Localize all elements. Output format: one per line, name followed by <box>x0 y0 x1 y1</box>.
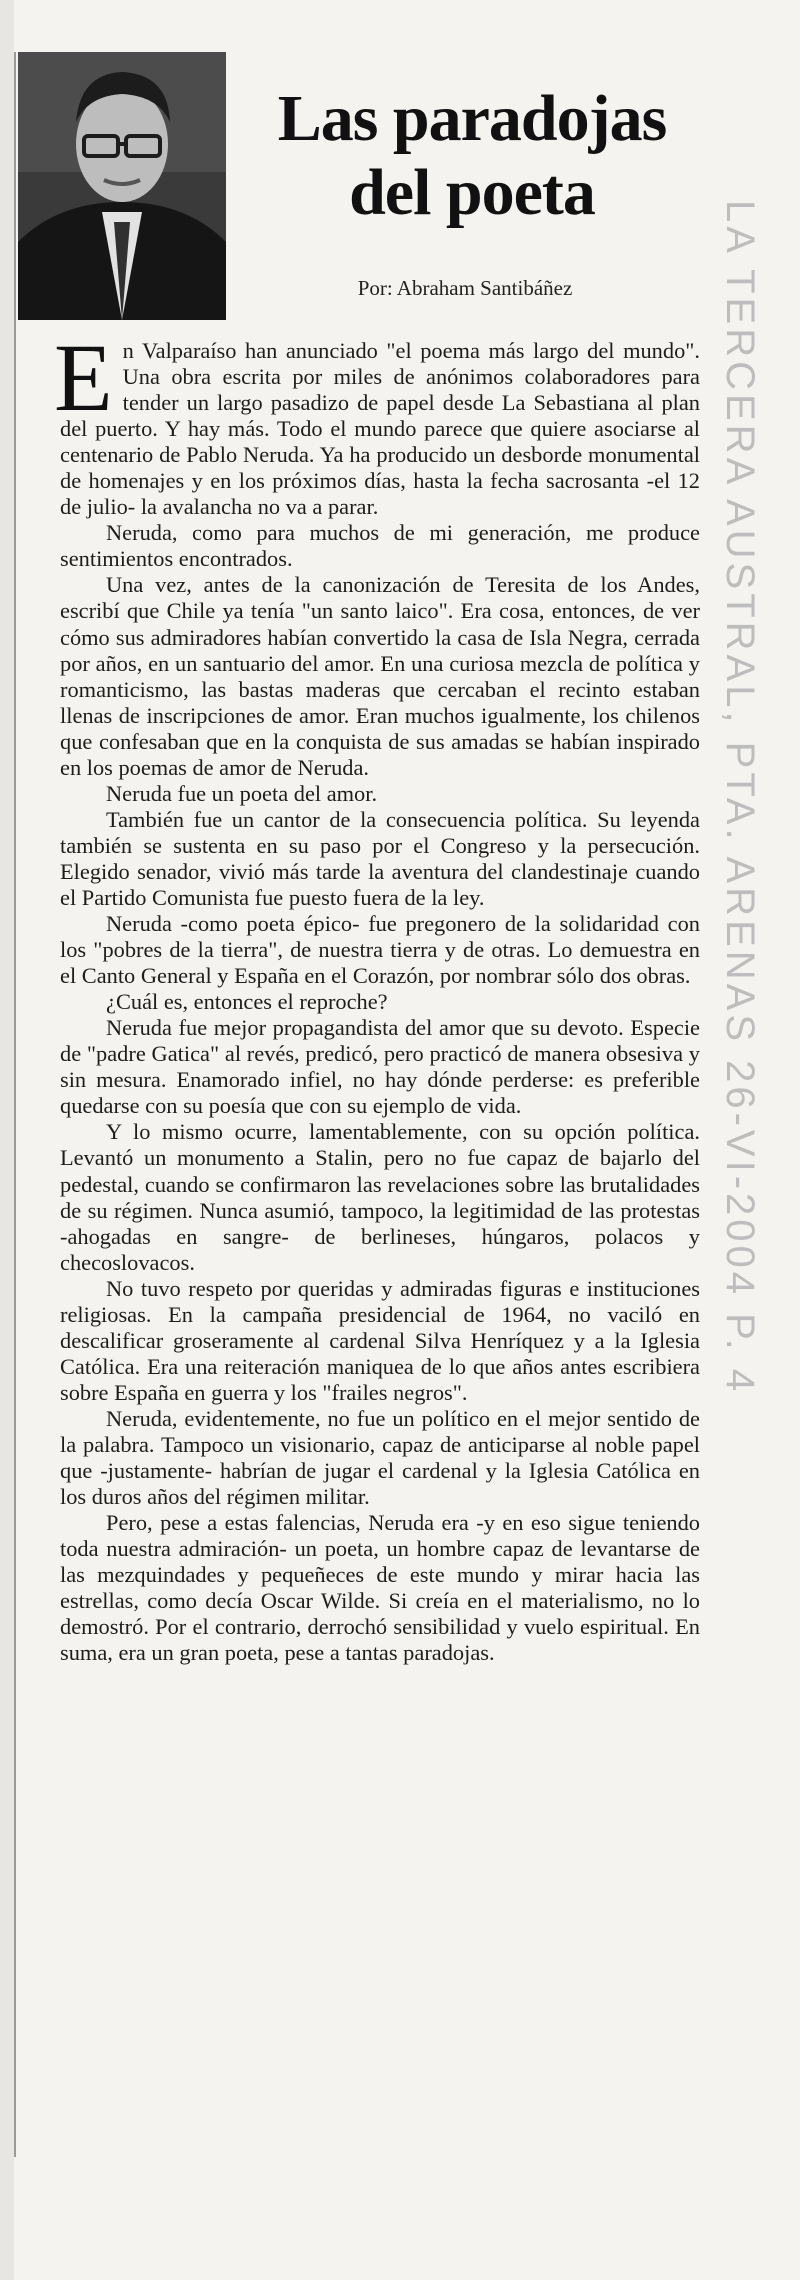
headline-line-1: Las paradojas <box>277 82 667 155</box>
author-portrait-image <box>18 52 226 320</box>
handwritten-source-note: LA TERCERA AUSTRAL, PTA. ARENAS 26-VI-2004 P. 4 <box>718 200 762 1396</box>
paragraph-2: Neruda, como para muchos de mi generación, me produce sentimientos encontrados. <box>60 520 700 572</box>
article-body <box>54 324 700 1666</box>
paragraph-6: Neruda -como poeta épico- fue pregonero de la solidaridad con los "pobres de la tierra", de nuestra tierra y de otras. Lo demuestra en el Canto General y España en el Corazón, por nombrar sólo dos obras. <box>60 911 700 989</box>
paragraph-1-text: n Valparaíso han anunciado "el poema más largo del mundo". Una obra escrita por miles de anónimos colaboradores para tender un largo pasadizo de papel desde La Sebastiana al plan del puerto. Y hay más. Todo el mundo parece que quiere asociarse al centenario de Pablo Neruda. Ya ha producido un desborde monumental de homenajes y en los próximos días, hasta la fecha sacrosanta -el 12 de julio- la avalancha no va a parar. <box>60 338 700 520</box>
paragraph-5: También fue un cantor de la consecuencia política. Su leyenda también se sustenta en su paso por el Congreso y la persecución. Elegido senador, vivió más tarde la aventura del clandestinaje cuando el Partido Comunista fue puesto fuera de la ley. <box>60 806 700 910</box>
paragraph-7: ¿Cuál es, entonces el reproche? <box>106 989 388 1015</box>
paragraph-8: Neruda fue mejor propagandista del amor que su devoto. Especie de "padre Gatica" al revés, predicó, pero practicó de manera obsesiva y sin mesura. Enamorado infiel, no hay dónde perderse: es preferible quedarse con su poesía que con su ejemplo de vida. <box>60 1015 700 1119</box>
paragraph-4: Neruda fue un poeta del amor. <box>106 780 378 806</box>
paragraph-10: No tuvo respeto por queridas y admiradas figuras e instituciones religiosas. En la campaña presidencial de 1964, no vaciló en descalificar groseramente al cardenal Silva Henríquez y a la Iglesia Católica. Era una reiteración maniquea de lo que años antes escribiera sobre España en guerra y los "frailes negros". <box>60 1275 700 1405</box>
page-edge <box>0 0 14 2280</box>
article-headline <box>232 82 712 230</box>
paragraph-1 <box>54 324 700 520</box>
clipping-border <box>14 52 16 2157</box>
paragraph-9: Y lo mismo ocurre, lamentablemente, con su opción política. Levantó un monumento a Stalin, pero no fue capaz de bajarlo del pedestal, cuando se confirmaron las revelaciones sobre las brutalidades de su régimen. Nunca asumió, tampoco, la legitimidad de las protestas -ahogadas en sangre- de berlineses, húngaros, polacos y checoslovacos. <box>60 1119 700 1275</box>
byline: Por: Abraham Santibáñez <box>357 276 573 300</box>
headline-line-2: del poeta <box>349 156 595 229</box>
paragraph-3: Una vez, antes de la canonización de Teresita de los Andes, escribí que Chile ya tenía "un santo laico". Era cosa, entonces, de ver cómo sus admiradores habían convertido la casa de Isla Negra, cerrada por años, en un santuario del amor. En una curiosa mezcla de política y romanticismo, las bastas maderas que cercaban el recinto estaban llenas de inscripciones de amor. Eran muchos igualmente, los chilenos que confesaban que en la conquista de sus amadas se habían inspirado en los poemas de amor de Neruda. <box>60 572 700 780</box>
author-photo <box>18 52 226 320</box>
paragraph-12: Pero, pese a estas falencias, Neruda era -y en eso sigue teniendo toda nuestra admiración- un poeta, un hombre capaz de levantarse de las mezquindades y pequeñeces de este mundo y mirar hacia las estrellas, como decía Oscar Wilde. Si creía en el materialismo, no lo demostró. Por el contrario, derrochó sensibilidad y vuelo espiritual. En suma, era un gran poeta, pese a tantas paradojas. <box>60 1510 700 1666</box>
paragraph-11: Neruda, evidentemente, no fue un político en el mejor sentido de la palabra. Tampoco un visionario, capaz de anticiparse al noble papel que -justamente- habrían de jugar el cardenal y la Iglesia Católica en los duros años del régimen militar. <box>60 1405 700 1510</box>
drop-cap: E <box>54 324 113 431</box>
